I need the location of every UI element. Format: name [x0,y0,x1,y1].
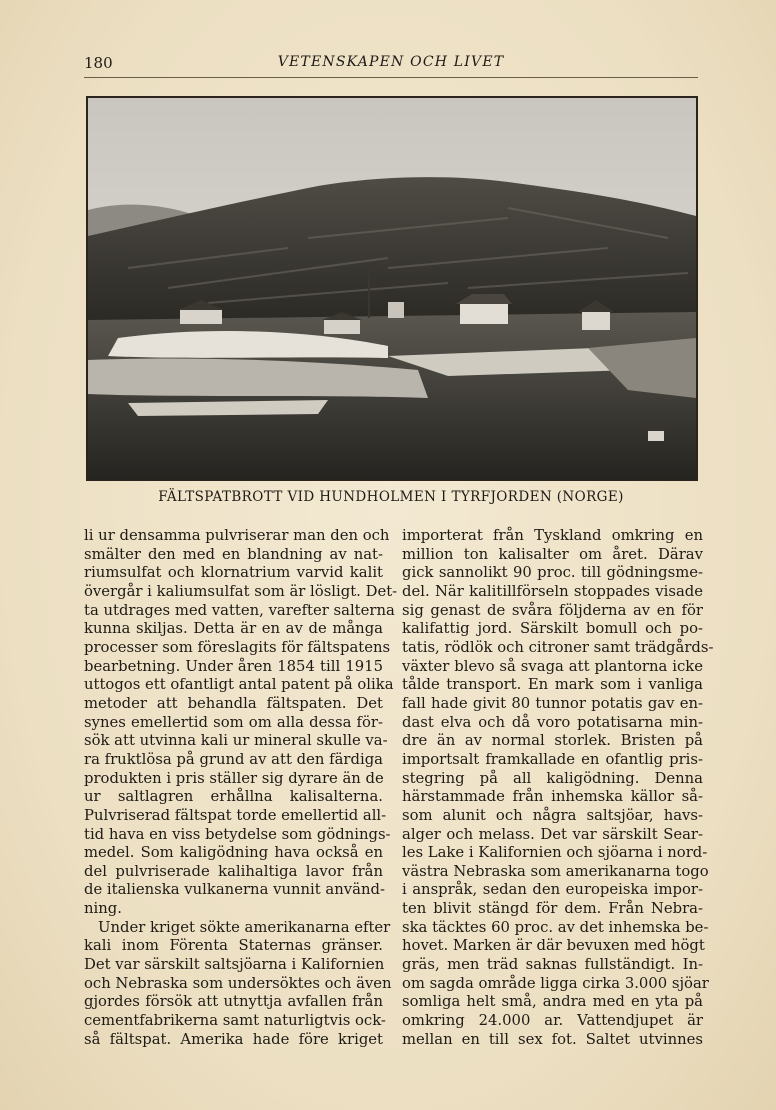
right-line: västra Nebraska som amerikanarna togo [402,862,709,880]
left-line: del pulvriserade kalihaltiga lavor från [84,862,383,880]
left-line: kali inom Förenta Staternas gränser. [84,937,383,955]
right-line: om sagda område ligga cirka 3.000 sjöar [402,974,709,992]
left-line: synes emellertid som om alla dessa för- [84,713,383,731]
left-line: Det var särskilt saltsjöarna i Kalifornien [84,956,385,974]
page-header [84,52,698,76]
left-line: de italienska vulkanerna vunnit använd- [84,881,385,899]
left-line: ra fruktlösa på grund av att den färdiga [84,750,383,768]
page-number: 180 [84,54,113,72]
right-line: mellan en till sex fot. Saltet utvinnes [402,1030,703,1048]
right-line: gräs, men träd saknas fullständigt. In- [402,956,703,974]
right-line: härstammade från inhemska källor så- [402,788,703,806]
landscape-photo-graphic [88,98,696,479]
left-line: medel. Som kaligödning hava också en [84,844,383,862]
right-line: som alunit och några saltsjöar, havs- [402,806,703,824]
left-line: smälter den med en blandning av nat- [84,545,383,563]
right-line: del. När kalitillförseln stoppades visade [402,582,703,600]
left-line: bearbetning. Under åren 1854 till 1915 [84,657,383,675]
right-line: tatis, rödlök och citroner samt trädgårds- [402,638,714,656]
right-line: les Lake i Kalifornien och sjöarna i nord- [402,844,708,862]
left-line: cementfabrikerna samt naturligtvis ock- [84,1012,386,1030]
right-line: stegring på all kaligödning. Denna [402,769,703,787]
left-line: ta utdrages med vatten, varefter salterna [84,601,395,619]
right-line: fall hade givit 80 tunnor potatis gav en- [402,694,703,712]
left-line: uttogos ett ofantligt antal patent på olika [84,676,394,694]
right-line: dre än av normal storlek. Bristen på [402,732,703,750]
right-line: i anspråk, sedan den europeiska impor- [402,881,703,899]
right-line: ska täcktes 60 proc. av det inhemska be- [402,918,709,936]
figure-caption: FÄLTSPATBROTT VID HUNDHOLMEN I TYRFJORDEN (NORGE) [158,489,624,505]
left-line: riumsulfat och klornatrium varvid kalit [84,564,383,582]
right-line: omkring 24.000 ar. Vattendjupet är [402,1012,703,1030]
right-line: kalifattig jord. Särskilt bomull och po- [402,620,703,638]
running-title: VETENSKAPEN OCH LIVET [277,54,505,70]
right-line: gick sannolikt 90 proc. till gödningsme- [402,564,703,582]
right-line: hovet. Marken är där bevuxen med högt [402,937,705,955]
right-line: sig genast de svåra följderna av en för [402,601,703,619]
left-column [84,527,398,1049]
left-line: kunna skiljas. Detta är en av de många [84,620,383,638]
left-line: processer som föreslagits för fältspatens [84,638,391,656]
left-line: tid hava en viss betydelse som gödnings- [84,825,391,843]
left-line: metoder att behandla fältspaten. Det [84,694,383,712]
right-line: importsalt framkallade en ofantlig pris- [402,750,703,768]
left-line: li ur densamma pulvriserar man den och [84,527,390,544]
left-line: ning. [84,900,122,918]
right-column [402,527,714,1049]
right-line: million ton kalisalter om året. Därav [402,545,703,563]
left-line: Pulvriserad fältspat torde emellertid all- [84,806,387,824]
right-line: importerat från Tyskland omkring en [402,527,703,544]
left-line: gjordes försök att utnyttja avfallen från [84,993,383,1011]
right-line: dast elva och då voro potatisarna min- [402,713,703,731]
left-line: övergår i kaliumsulfat som är lösligt. Det- [84,582,398,600]
left-line: ur saltlagren erhållna kalisalterna. [84,788,383,806]
left-line: sök att utvinna kali ur mineral skulle va- [84,732,388,750]
left-line: och Nebraska som undersöktes och även [84,974,392,992]
header-rule [84,77,698,78]
right-line: växter blevo så svaga att plantorna icke [402,657,703,675]
right-line: somliga helt små, andra med en yta på [402,993,703,1011]
left-line: Under kriget sökte amerikanarna efter [98,918,391,936]
right-line: alger och melass. Det var särskilt Sear- [402,825,703,843]
right-line: ten blivit stängd för dem. Från Nebra- [402,900,703,918]
landscape-photo [86,96,698,481]
right-line: tålde transport. En mark som i vanliga [402,676,703,694]
left-line: produkten i pris ställer sig dyrare än de [84,769,384,787]
left-line: så fältspat. Amerika hade före kriget [84,1030,383,1048]
